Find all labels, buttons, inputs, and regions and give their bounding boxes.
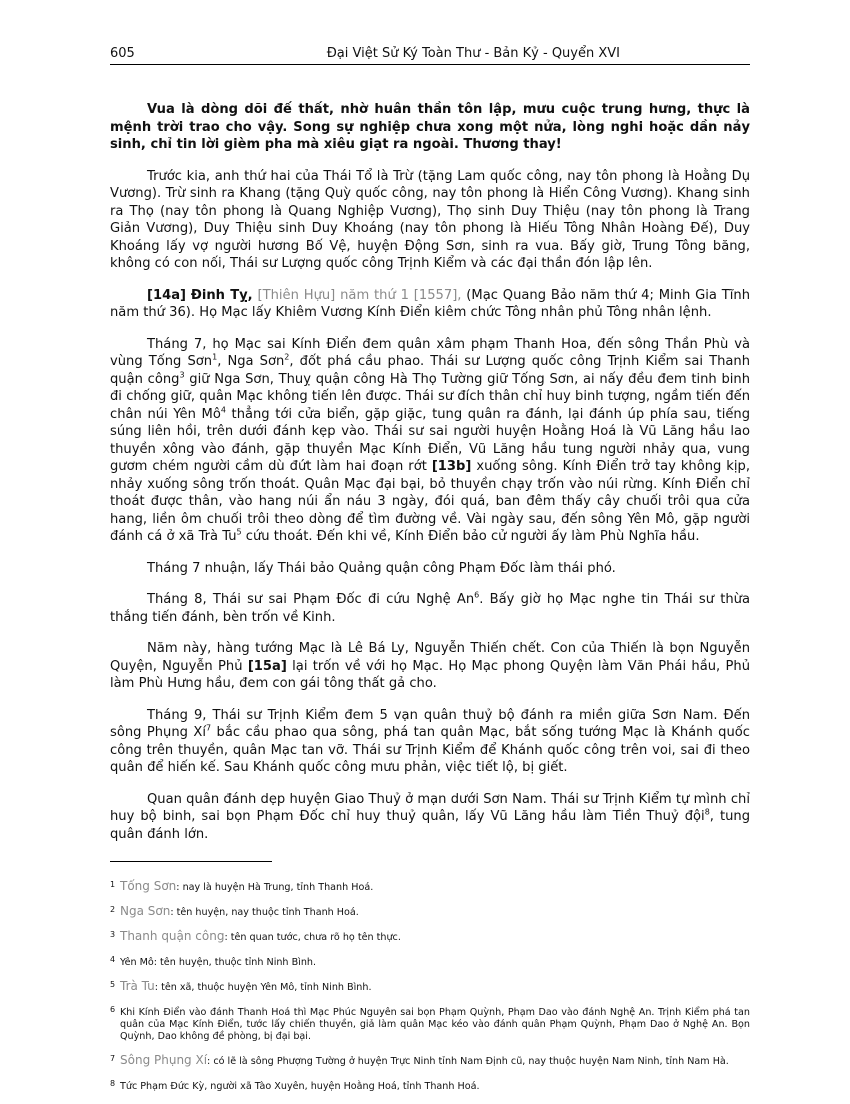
footnote-text: : nay là huyện Hà Trung, tỉnh Thanh Hoá. — [176, 882, 374, 893]
paragraph-text: (Mạc Quang Bảo năm thứ 4; Minh Gia Tĩnh năm thứ 36). Họ Mạc lấy Khiêm Vương Kính Điển kiêm chức Tông nhân phủ Tông nhân lệnh. — [110, 287, 750, 320]
footnote-6 — [110, 1005, 750, 1043]
paragraph-giao-thuy — [110, 791, 750, 844]
paragraph-text: , Nga Sơn — [217, 354, 285, 369]
footnote-marker[interactable]: 8 — [704, 807, 710, 817]
paragraph-text: thẳng tới cửa biển, gặp giặc, tung quân ra đánh, lại đánh úp phía sau, tiếng súng liên hồi, trên dưới đánh kẹp vào. Thái sư sai người huyện Hoằng Hoá là Vũ Lăng hầu lao thuyền xông vào đánh, gặp thuyền Mạc Kính Điển, Vũ Lăng hầu tung người nhảy qua, vung gươm chém người cầm dù đứt làm hai đoạn rớt — [110, 406, 750, 474]
paragraph-commentary: Vua là dòng dõi đế thất, nhờ huân thần tôn lập, mưu cuộc trung hưng, thực là mệnh trời trao cho vậy. Song sự nghiệp chưa xong một nửa, lòng nghi hoặc dần nảy sinh, chỉ tin lời gièm pha mà xiêu giạt ra ngoài. Thương thay! — [110, 102, 750, 152]
running-title: Đại Việt Sử Ký Toàn Thư - Bản Kỷ - Quyển XVI — [326, 46, 620, 61]
footnote-1 — [110, 880, 750, 894]
page-reference: [15a] — [247, 658, 287, 674]
paragraph-text: bắc cầu phao qua sông, phá tan quân Mạc, bắt sống tướng Mạc là Khánh quốc công trên thuyền, quân Mạc tan vỡ. Thái sư Trịnh Kiểm để Khánh quốc công trên voi, sai đi theo quân để hiến kế. Sau Khánh quốc công mưu phản, việc tiết lộ, bị giết. — [110, 725, 751, 775]
footnote-marker[interactable]: 6 — [474, 590, 480, 600]
paragraph-text: , đốt phá cầu phao. Thái sư Lượng quốc công Trịnh Kiểm sai Thanh quận công — [110, 354, 750, 387]
paragraph-month-7 — [110, 336, 750, 546]
paragraph-lineage: Trước kia, anh thứ hai của Thái Tổ là Trừ (tặng Lam quốc công, nay tôn phong là Hoằng Dụ Vương). Trừ sinh ra Khang (tặng Quỳ quốc công, nay tôn phong là Hiển Công Vương). Khang sinh ra Thọ (nay tôn phong là Quang Nghiệp Vương), Thọ sinh Duy Thiệu (nay tôn phong là Trang Giản Vương), Duy Thiệu sinh Duy Khoáng (nay tôn phong là Hiếu Tông Nhân Hoàng Đế), Duy Khoáng lấy vợ người hương Bố Vệ, huyện Động Sơn, sinh ra vua. Bấy giờ, Trung Tông băng, không có con nối, Thái sư Lượng quốc công Trịnh Kiểm và các đại thần đón lập lên. — [110, 168, 750, 271]
main-text — [110, 101, 750, 843]
footnote-8 — [110, 1079, 750, 1093]
paragraph-year-entry — [110, 287, 750, 322]
paragraph-text: Tháng 9, Thái sư Trịnh Kiểm đem 5 vạn quân thuỷ bộ đánh ra miền giữa Sơn Nam. Đến sông Phụng Xí — [110, 707, 750, 740]
footnote-text: : tên quan tước, chưa rõ họ tên thực. — [224, 932, 401, 943]
footnote-number: 1 — [110, 880, 116, 889]
footnote-number: 8 — [110, 1079, 116, 1088]
paragraph-text: Quan quân đánh dẹp huyện Giao Thuỷ ở mạn dưới Sơn Nam. Thái sư Trịnh Kiểm tự mình chỉ huy bộ binh, sai bọn Phạm Đốc chỉ huy thuỷ quân, lấy Vũ Lăng hầu làm Tiền Thuỷ đội — [110, 791, 750, 824]
footnote-4 — [110, 955, 750, 969]
paragraph-defectors — [110, 640, 750, 693]
footnote-marker[interactable]: 1 — [212, 352, 218, 362]
footnote-term: Thanh quận công — [120, 929, 225, 943]
footnote-number: 7 — [110, 1054, 116, 1063]
footnote-marker[interactable]: 5 — [236, 527, 242, 537]
footnote-number: 3 — [110, 930, 116, 939]
footnote-text: : tên huyện, nay thuộc tỉnh Thanh Hoá. — [170, 907, 359, 918]
footnote-text: : có lẽ là sông Phượng Tường ở huyện Trực Ninh tỉnh Nam Định cũ, nay thuộc huyện Nam Ninh, tỉnh Nam Hà. — [207, 1056, 729, 1067]
paragraph-text: xuống sông. Kính Điển trở tay không kịp, nhảy xuống sông trốn thoát. Quân Mạc đại bại, bỏ thuyền chạy trốn vào núi rừng. Kính Điển chỉ thoát được thân, vào hang núi ẩn náu 3 ngày, đói quá, ban đêm thấy cây chuối trôi qua cửa hang, liền ôm chuối trôi theo dòng để tìm đường về. Vài ngày sau, đến sông Yên Mô, gặp người đánh cá ở xã Trà Tu — [110, 459, 750, 544]
footnote-number: 4 — [110, 955, 116, 964]
page-header — [110, 46, 750, 65]
paragraph-text: . Bấy giờ họ Mạc nghe tin Thái sư thừa thắng tiến đánh, bèn trốn về Kinh. — [110, 592, 750, 625]
footnote-text: Khi Kính Điển vào đánh Thanh Hoá thì Mạc Phúc Nguyên sai bọn Phạm Quỳnh, Phạm Dao vào đánh Nghệ An. Trịnh Kiểm phá tan quân của Mạc Kính Điển, tước lấy chiến thuyền, giả làm quân Mạc kéo vào đánh quân Phạm Quỳnh, Phạm Dao ở Nghệ An. Bọn Quỳnh, Dao không đề phòng, bị đại bại. — [120, 1007, 750, 1042]
footnote-number: 5 — [110, 980, 116, 989]
footnote-text: Tức Phạm Đức Kỳ, người xã Tào Xuyên, huyện Hoằng Hoá, tỉnh Thanh Hoá. — [120, 1081, 480, 1092]
footnote-7 — [110, 1054, 750, 1068]
footnote-divider — [110, 861, 272, 862]
footnote-3 — [110, 930, 750, 944]
paragraph-leap-month: Tháng 7 nhuận, lấy Thái bảo Quảng quận công Phạm Đốc làm thái phó. — [147, 560, 616, 576]
era-name: [Thiên Hựu] năm thứ 1 [1557], — [257, 287, 462, 303]
page-reference: [14a] — [147, 287, 187, 303]
footnote-number: 6 — [110, 1005, 116, 1014]
paragraph-text: Tháng 8, Thái sư sai Phạm Đốc đi cứu Nghệ An — [147, 592, 475, 607]
paragraph-month-9 — [110, 707, 750, 777]
paragraph-text: giữ Nga Sơn, Thuỵ quận công Hà Thọ Tường giữ Tống Sơn, ai nấy đều đem tinh binh đi chống giữ, quân Mạc không tiến lên được. Thái sư đích thân chỉ huy binh tượng, ngầm tiến đến chân núi Yên Mô — [110, 371, 751, 422]
footnote-5 — [110, 980, 750, 994]
footnote-term: Trà Tu — [120, 979, 155, 993]
footnote-text: : tên xã, thuộc huyện Yên Mô, tỉnh Ninh Bình. — [154, 982, 372, 993]
footnote-marker[interactable]: 2 — [284, 352, 290, 362]
paragraph-text: cứu thoát. Đến khi về, Kính Điển bảo cử người ấy làm Phù Nghĩa hầu. — [241, 529, 700, 544]
footnote-number: 2 — [110, 905, 116, 914]
page-number: 605 — [110, 46, 135, 61]
paragraph-month-8 — [110, 591, 750, 626]
footnote-term: Sông Phụng Xí — [120, 1053, 208, 1067]
footnote-term: Nga Sơn — [120, 904, 171, 918]
footnote-text: Yên Mô: tên huyện, thuộc tỉnh Ninh Bình. — [120, 957, 317, 968]
footnote-marker[interactable]: 4 — [220, 405, 226, 415]
footnote-marker[interactable]: 7 — [206, 723, 212, 733]
paragraph-text: Năm này, hàng tướng Mạc là Lê Bá Ly, Nguyễn Thiến chết. Con của Thiến là bọn Nguyễn Quyện, Nguyễn Phủ — [110, 641, 750, 674]
page-reference: [13b] — [431, 459, 472, 474]
paragraph-text: Tháng 7, họ Mạc sai Kính Điển đem quân xâm phạm Thanh Hoa, đến sông Thần Phù và vùng Tống Sơn — [110, 336, 750, 369]
paragraph-text: lại trốn về với họ Mạc. Họ Mạc phong Quyện làm Văn Phái hầu, Phủ làm Phù Hưng hầu, đem con gái tông thất gả cho. — [110, 658, 750, 691]
year-heading: Đinh Tỵ, — [190, 287, 253, 303]
document-page — [110, 46, 750, 1104]
footnotes — [110, 880, 750, 1093]
paragraph-text: , tung quân đánh lớn. — [110, 809, 751, 842]
footnote-2 — [110, 905, 750, 919]
footnote-term: Tống Sơn — [120, 879, 177, 893]
footnote-marker[interactable]: 3 — [179, 370, 185, 380]
